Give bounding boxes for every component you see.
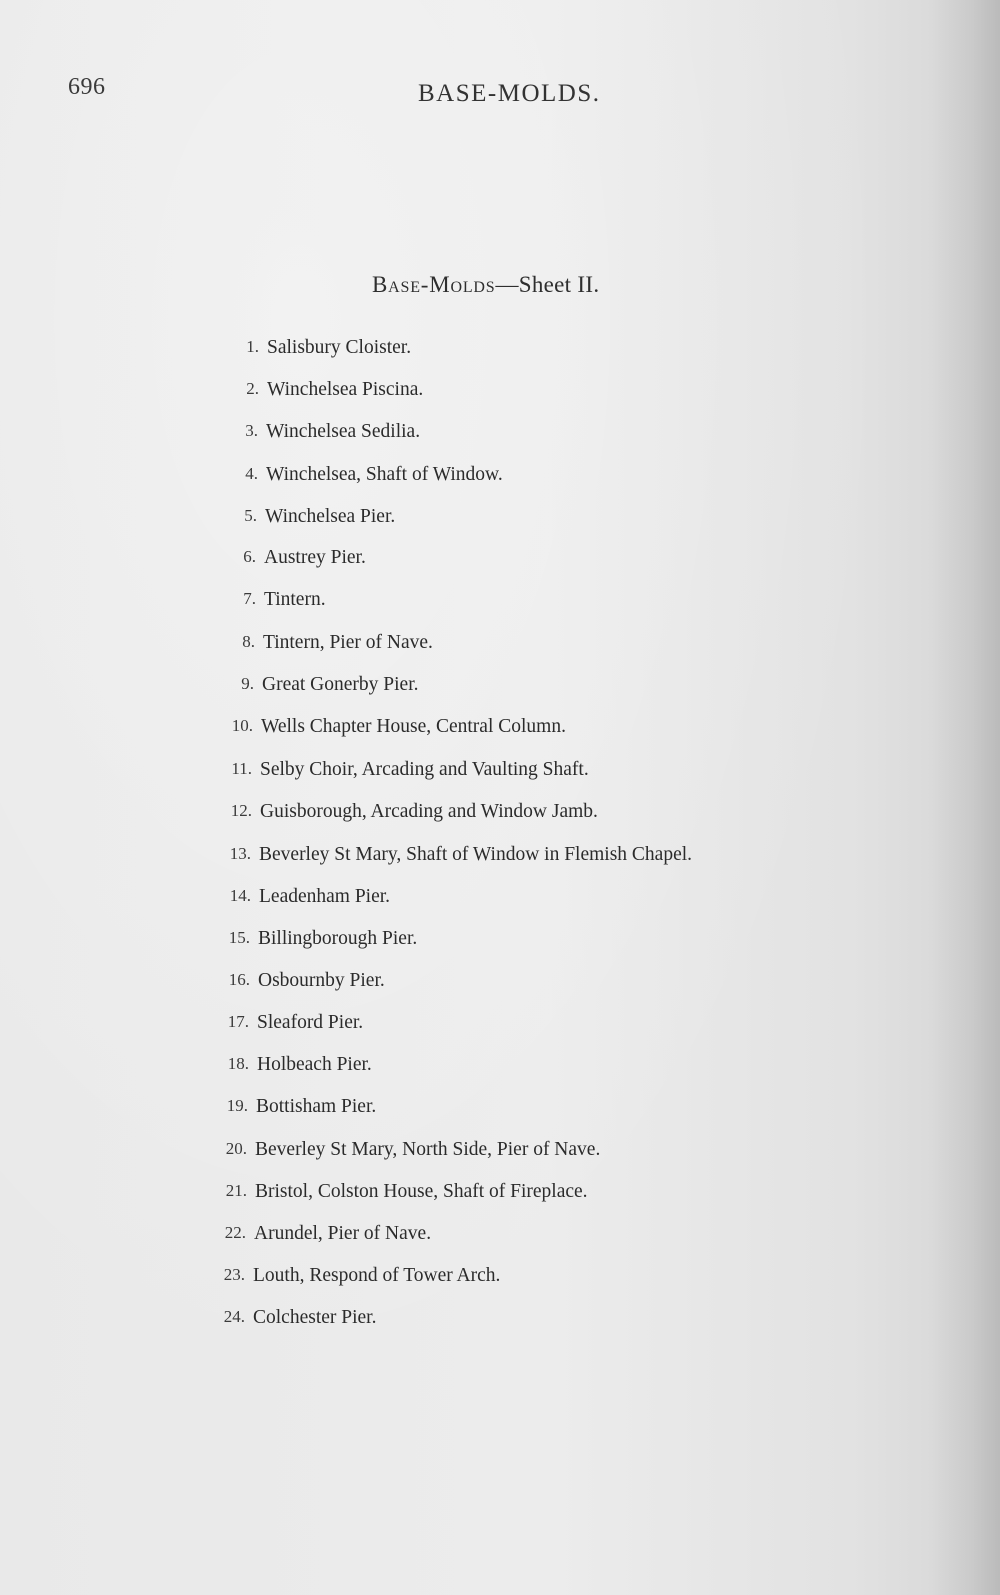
item-number: 14. bbox=[229, 886, 251, 905]
item-text: Winchelsea Piscina. bbox=[267, 379, 424, 400]
item-text: Arundel, Pier of Nave. bbox=[254, 1223, 432, 1244]
item-text: Salisbury Cloister. bbox=[267, 337, 412, 358]
list-item bbox=[225, 1181, 588, 1203]
item-text: Winchelsea, Shaft of Window. bbox=[266, 464, 503, 485]
item-text: Beverley St Mary, North Side, Pier of Nave. bbox=[255, 1139, 601, 1160]
running-head: BASE-MOLDS. bbox=[418, 80, 601, 107]
item-number: 2. bbox=[246, 379, 259, 398]
item-text: Bristol, Colston House, Shaft of Fireplace. bbox=[255, 1181, 588, 1202]
item-text: Billingborough Pier. bbox=[258, 928, 418, 949]
item-text: Colchester Pier. bbox=[253, 1307, 377, 1328]
page-number: 696 bbox=[68, 74, 106, 100]
list-item bbox=[245, 464, 503, 486]
item-number: 24. bbox=[223, 1307, 245, 1326]
list-item bbox=[225, 1139, 601, 1161]
item-text: Tintern, Pier of Nave. bbox=[263, 632, 433, 653]
list-item bbox=[245, 421, 421, 443]
item-number: 6. bbox=[243, 547, 256, 566]
item-text: Louth, Respond of Tower Arch. bbox=[253, 1265, 501, 1286]
item-text: Bottisham Pier. bbox=[256, 1096, 377, 1117]
sheet-title-main: Base-Molds bbox=[372, 272, 496, 297]
list-item bbox=[246, 379, 424, 401]
item-text: Austrey Pier. bbox=[264, 547, 366, 568]
item-number: 7. bbox=[243, 589, 256, 608]
item-number: 1. bbox=[246, 337, 259, 356]
item-number: 19. bbox=[226, 1096, 248, 1115]
list-item bbox=[242, 632, 433, 654]
list-item bbox=[226, 1096, 377, 1118]
item-text: Sleaford Pier. bbox=[257, 1012, 364, 1033]
list-item bbox=[231, 716, 566, 738]
item-number: 13. bbox=[229, 844, 251, 863]
item-text: Osbournby Pier. bbox=[258, 970, 385, 991]
item-number: 9. bbox=[241, 674, 254, 693]
list-item bbox=[243, 547, 366, 569]
list-item bbox=[228, 970, 385, 992]
list-item bbox=[227, 1054, 372, 1076]
sheet-title-suffix: —Sheet II. bbox=[495, 272, 600, 297]
item-text: Winchelsea Pier. bbox=[265, 506, 396, 527]
list-item bbox=[229, 844, 693, 866]
item-text: Tintern. bbox=[264, 589, 326, 610]
list-item bbox=[227, 1012, 364, 1034]
item-text: Winchelsea Sedilia. bbox=[266, 421, 421, 442]
item-number: 10. bbox=[231, 716, 253, 735]
item-number: 17. bbox=[227, 1012, 249, 1031]
list-item bbox=[243, 589, 326, 611]
list-item bbox=[241, 674, 419, 696]
list-item bbox=[244, 506, 396, 528]
item-text: Selby Choir, Arcading and Vaulting Shaft. bbox=[260, 759, 589, 780]
item-number: 18. bbox=[227, 1054, 249, 1073]
item-number: 22. bbox=[224, 1223, 246, 1242]
item-number: 16. bbox=[228, 970, 250, 989]
item-number: 3. bbox=[245, 421, 258, 440]
item-number: 11. bbox=[231, 759, 252, 778]
list-item bbox=[228, 928, 418, 950]
list-item bbox=[229, 886, 391, 908]
list-item bbox=[223, 1307, 377, 1329]
item-number: 5. bbox=[244, 506, 257, 525]
item-text: Leadenham Pier. bbox=[259, 886, 391, 907]
item-text: Guisborough, Arcading and Window Jamb. bbox=[260, 801, 598, 822]
item-number: 8. bbox=[242, 632, 255, 651]
list-item bbox=[224, 1223, 432, 1245]
list-item bbox=[230, 801, 598, 823]
item-number: 21. bbox=[225, 1181, 247, 1200]
item-text: Wells Chapter House, Central Column. bbox=[261, 716, 566, 737]
item-number: 23. bbox=[223, 1265, 245, 1284]
item-number: 12. bbox=[230, 801, 252, 820]
list-item bbox=[231, 759, 589, 781]
item-number: 4. bbox=[245, 464, 258, 483]
list-item bbox=[246, 337, 412, 359]
item-text: Great Gonerby Pier. bbox=[262, 674, 419, 695]
item-number: 15. bbox=[228, 928, 250, 947]
item-text: Holbeach Pier. bbox=[257, 1054, 372, 1075]
item-number: 20. bbox=[225, 1139, 247, 1158]
list-item bbox=[223, 1265, 501, 1287]
item-text: Beverley St Mary, Shaft of Window in Flemish Chapel. bbox=[259, 844, 693, 865]
